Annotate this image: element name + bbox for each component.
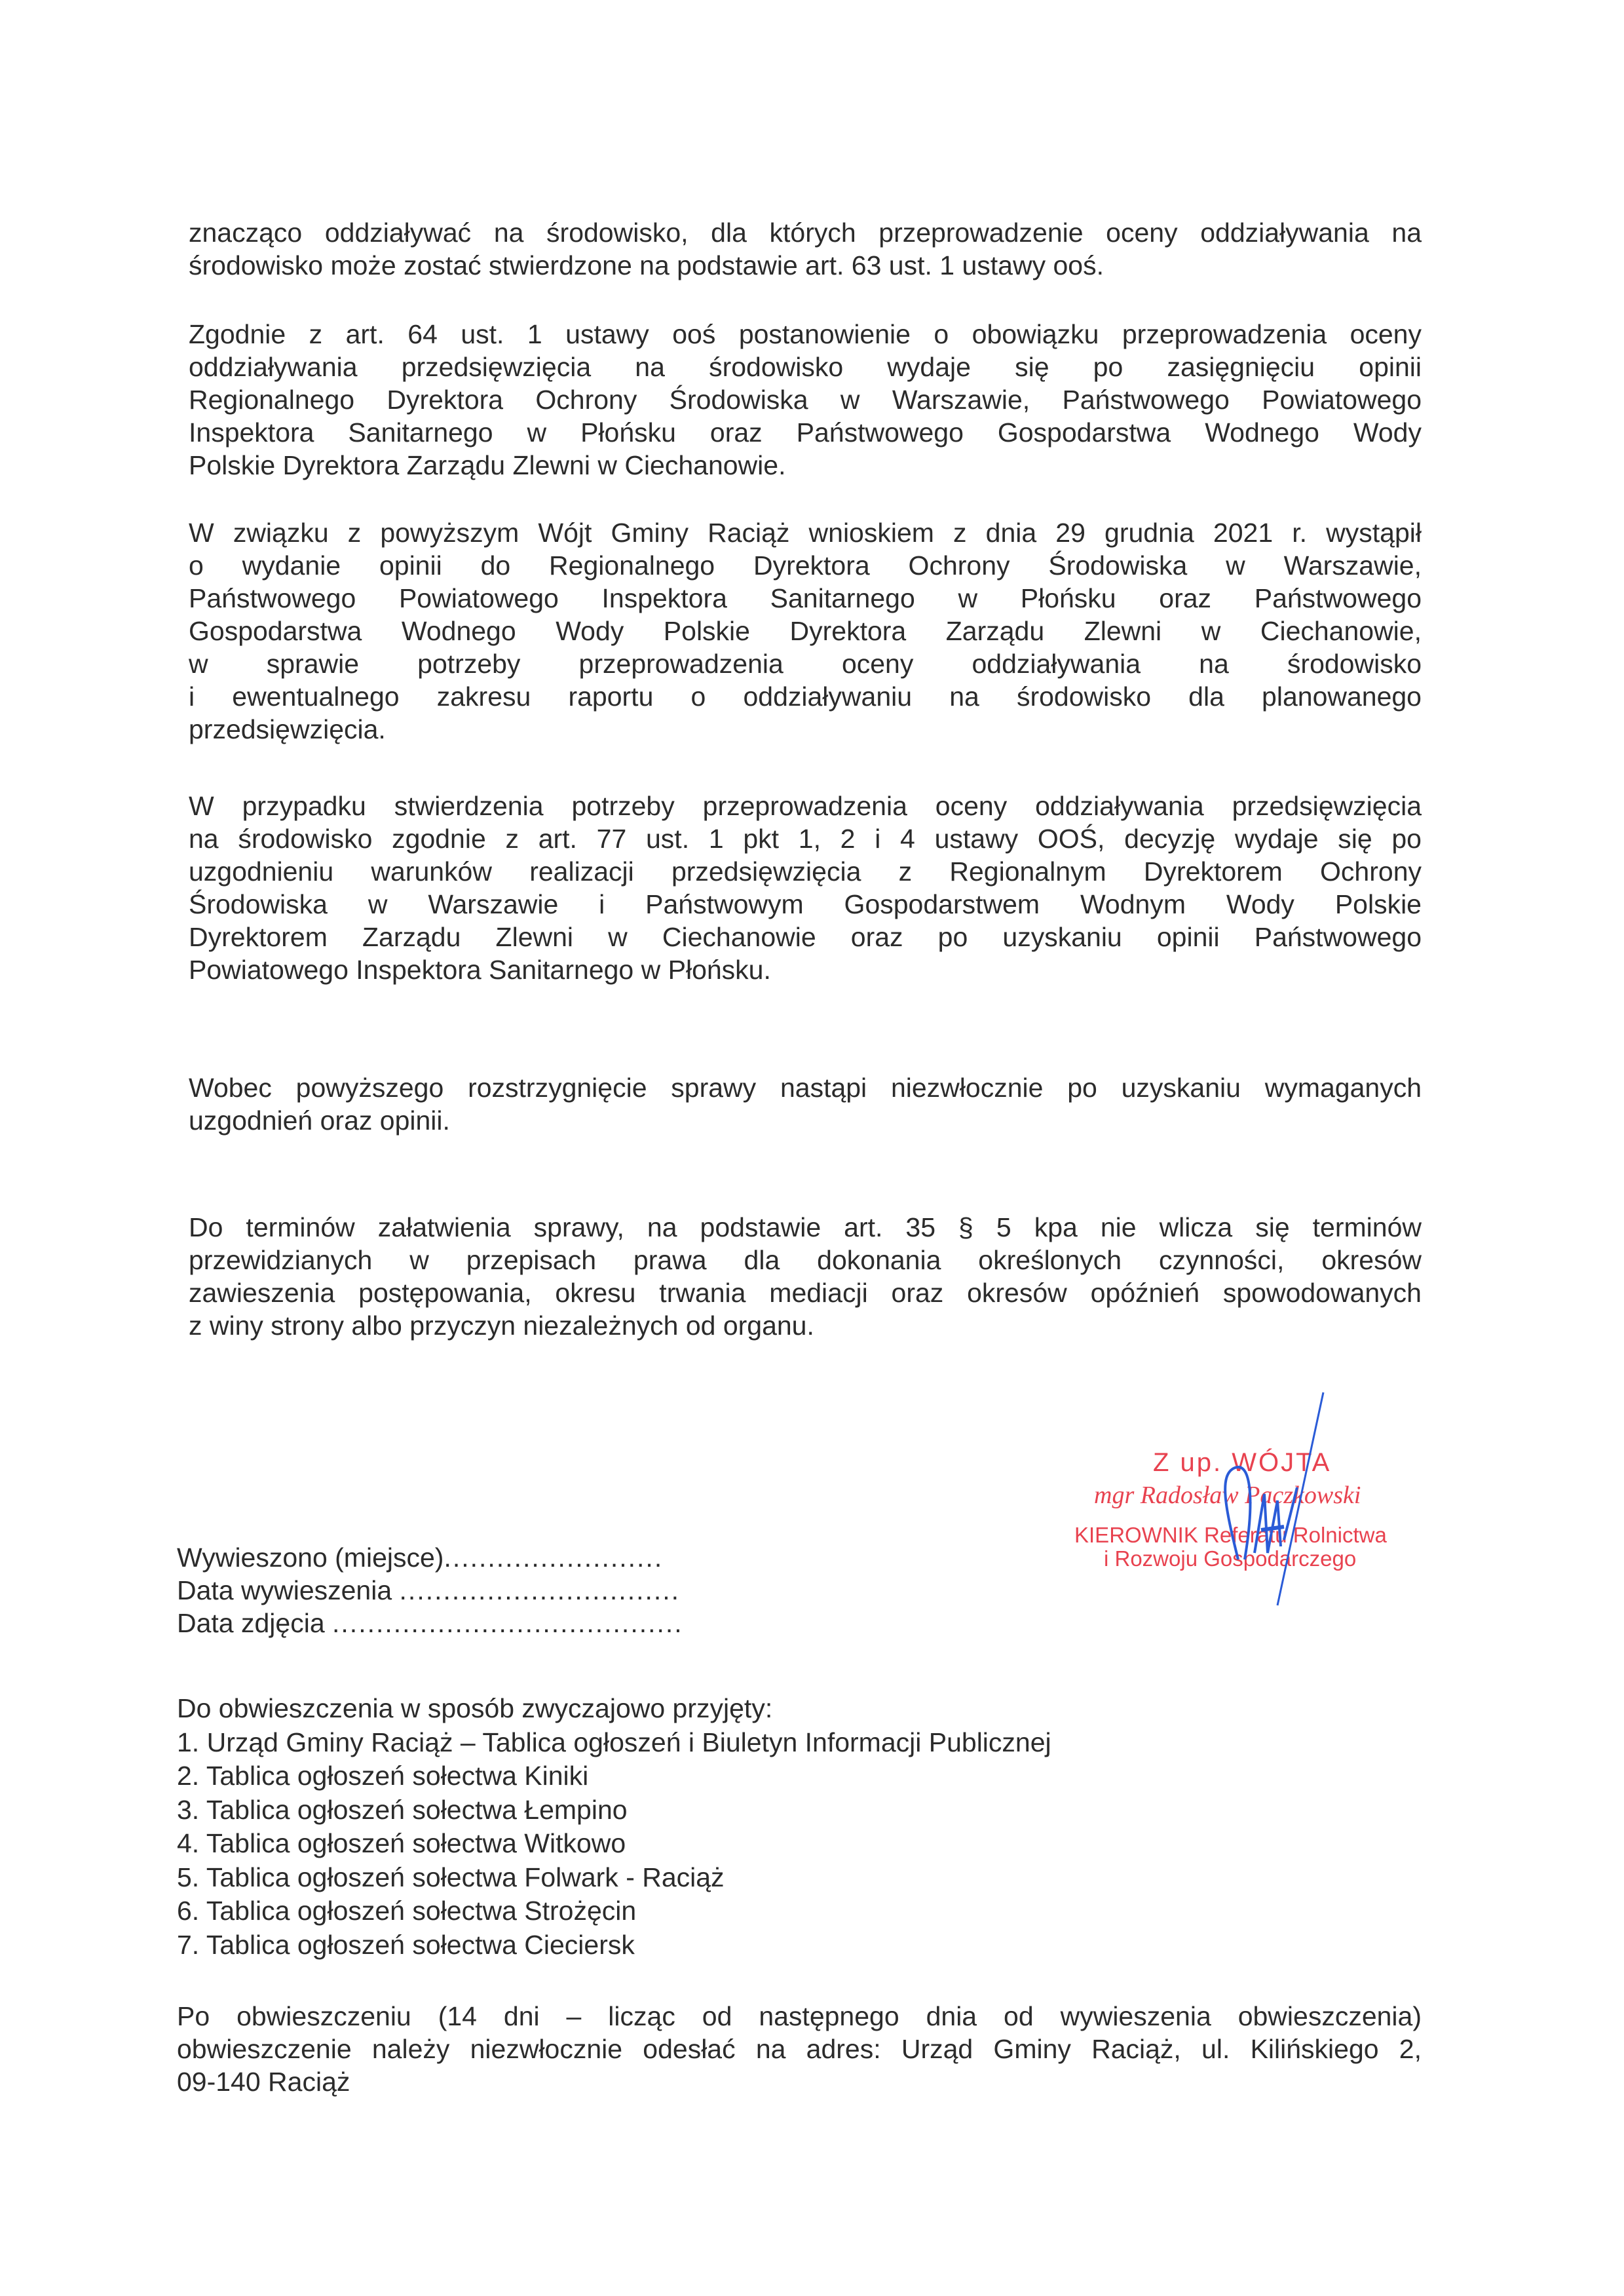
text-line: Po obwieszczeniu (14 dni – licząc od następnego dnia od wywieszenia obwieszczenia) [177, 2001, 1422, 2031]
text-line: przewidzianych w przepisach prawa dla dokonania określonych czynności, okresów [189, 1245, 1422, 1275]
stamp-authority: Z up. WÓJTA [1153, 1448, 1332, 1477]
text-line: Gospodarstwa Wodnego Wody Polskie Dyrektora Zarządu Zlewni w Ciechanowie, [189, 616, 1422, 646]
paragraph-article-77 [189, 790, 1422, 986]
fill-in-dots: ................................ [399, 1575, 681, 1605]
paragraph-resolution [189, 1071, 1422, 1137]
text-line: z winy strony albo przyczyn niezależnych od organu. [189, 1311, 814, 1341]
list-item: 1. Urząd Gminy Raciąż – Tablica ogłoszeń i Biuletyn Informacji Publicznej [177, 1727, 1051, 1757]
signature-icon [1199, 1389, 1330, 1612]
text-line: Państwowego Powiatowego Inspektora Sanitarnego w Płońsku oraz Państwowego [189, 583, 1422, 613]
field-label: Data wywieszenia [177, 1575, 400, 1605]
text-line: i ewentualnego zakresu raportu o oddziaływaniu na środowisko dla planowanego [189, 681, 1422, 712]
field-posted-place [177, 1541, 683, 1574]
list-item: 4. Tablica ogłoszeń sołectwa Witkowo [177, 1828, 626, 1858]
text-line: obwieszczenie należy niezwłocznie odesłać na adres: Urząd Gminy Raciąż, ul. Kilińskiego 2, [177, 2034, 1422, 2064]
text-line: uzgodnień oraz opinii. [189, 1105, 450, 1136]
text-line: Powiatowego Inspektora Sanitarnego w Płońsku. [189, 955, 771, 985]
fill-in-dots: ........................................ [332, 1608, 683, 1638]
text-line: W przypadku stwierdzenia potrzeby przeprowadzenia oceny oddziaływania przedsięwzięcia [189, 791, 1422, 821]
list-item: 6. Tablica ogłoszeń sołectwa Strożęcin [177, 1896, 637, 1926]
text-line: Regionalnego Dyrektora Ochrony Środowiska w Warszawie, Państwowego Powiatowego [189, 385, 1422, 415]
field-label: Wywieszono (miejsce) [177, 1542, 444, 1573]
text-line: znacząco oddziaływać na środowisko, dla których przeprowadzenie oceny oddziaływania na [189, 218, 1422, 248]
text-line: Wobec powyższego rozstrzygnięcie sprawy nastąpi niezwłocznie po uzyskaniu wymaganych [189, 1073, 1422, 1103]
text-line: Inspektora Sanitarnego w Płońsku oraz Państwowego Gospodarstwa Wodnego Wody [189, 417, 1422, 448]
list-item: 2. Tablica ogłoszeń sołectwa Kiniki [177, 1761, 589, 1791]
distribution-list [177, 1692, 1051, 1962]
field-posting-date [177, 1574, 683, 1607]
paragraph-assessment-basis [189, 216, 1422, 282]
paragraph-opinion-request [189, 516, 1422, 746]
text-line: W związku z powyższym Wójt Gminy Raciąż wnioskiem z dnia 29 grudnia 2021 r. wystąpił [189, 518, 1422, 548]
text-line: Dyrektorem Zarządu Zlewni w Ciechanowie oraz po uzyskaniu opinii Państwowego [189, 922, 1422, 952]
distribution-heading: Do obwieszczenia w sposób zwyczajowo przyjęty: [177, 1693, 773, 1723]
paragraph-deadlines [189, 1211, 1422, 1342]
text-line: uzgodnieniu warunków realizacji przedsięwzięcia z Regionalnym Dyrektorem Ochrony [189, 856, 1422, 887]
field-removal-date [177, 1607, 683, 1639]
text-line: na środowisko zgodnie z art. 77 ust. 1 pkt 1, 2 i 4 ustawy OOŚ, decyzję wydaje się po [189, 824, 1422, 854]
field-label: Data zdjęcia [177, 1608, 333, 1638]
text-line: Zgodnie z art. 64 ust. 1 ustawy ooś postanowienie o obowiązku przeprowadzenia oceny [189, 319, 1422, 349]
text-line: zawieszenia postępowania, okresu trwania mediacji oraz okresów opóźnień spowodowanych [189, 1278, 1422, 1308]
text-line: oddziaływania przedsięwzięcia na środowisko wydaje się po zasięgnięciu opinii [189, 352, 1422, 382]
text-line: Polskie Dyrektora Zarządu Zlewni w Ciechanowie. [189, 450, 786, 480]
paragraph-return-instructions [177, 2000, 1422, 2098]
text-line: 09-140 Raciąż [177, 2067, 350, 2097]
fill-in-dots: ......................... [444, 1542, 664, 1573]
text-line: Do terminów załatwienia sprawy, na podstawie art. 35 § 5 kpa nie wlicza się terminów [189, 1212, 1422, 1242]
posting-fields [177, 1541, 683, 1639]
list-item: 5. Tablica ogłoszeń sołectwa Folwark - Raciąż [177, 1862, 725, 1892]
stamp-position: KIEROWNIK Referatu Rolnictwa [1074, 1523, 1387, 1547]
list-item: 7. Tablica ogłoszeń sołectwa Cieciersk [177, 1929, 635, 1960]
stamp-department: i Rozwoju Gospodarczego [1104, 1546, 1357, 1571]
list-item: 3. Tablica ogłoszeń sołectwa Łempino [177, 1794, 628, 1825]
text-line: Środowiska w Warszawie i Państwowym Gospodarstwem Wodnym Wody Polskie [189, 889, 1422, 919]
text-line: środowisko może zostać stwierdzone na podstawie art. 63 ust. 1 ustawy ooś. [189, 250, 1104, 280]
text-line: w sprawie potrzeby przeprowadzenia oceny oddziaływania na środowisko [189, 649, 1422, 679]
text-line: przedsięwzięcia. [189, 714, 386, 744]
paragraph-article-64 [189, 318, 1422, 482]
text-line: o wydanie opinii do Regionalnego Dyrektora Ochrony Środowiska w Warszawie, [189, 550, 1422, 581]
stamp-official-name: mgr Radosław Paczkowski [1094, 1482, 1361, 1509]
